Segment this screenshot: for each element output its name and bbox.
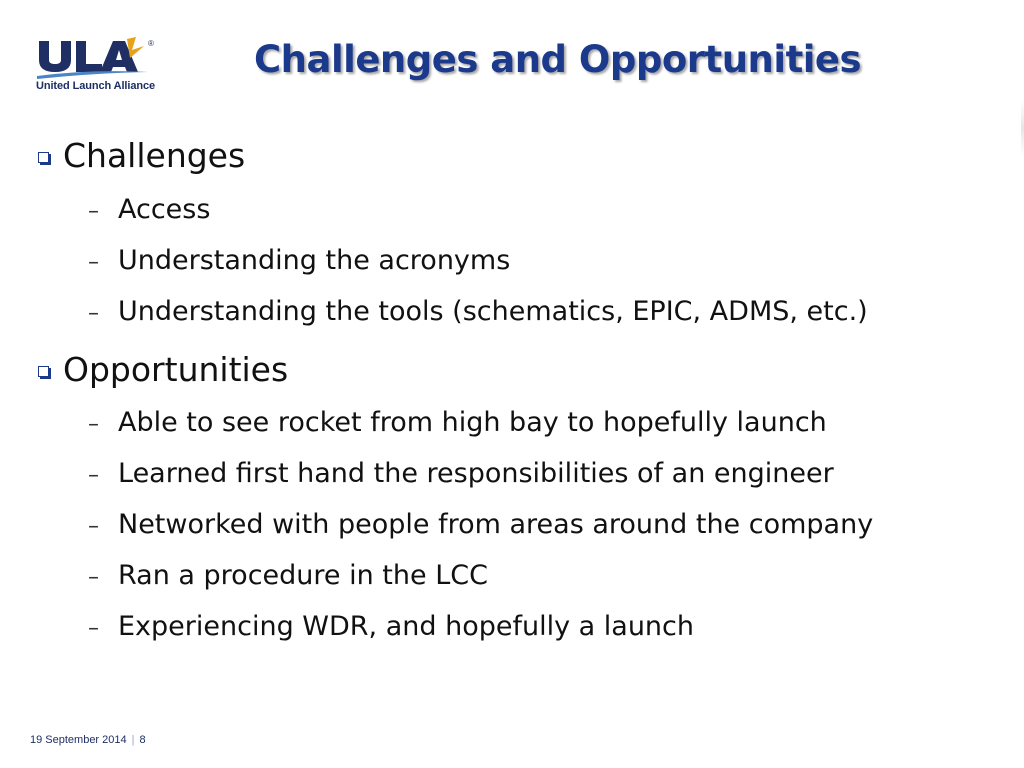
hollow-square-bullet-icon (38, 152, 49, 163)
list-item-text: Learned first hand the responsibilities of an engineer (118, 458, 834, 489)
list-item (88, 560, 488, 591)
dash-bullet-icon: – (88, 616, 99, 641)
slide-footer (30, 734, 146, 746)
ula-logo (36, 36, 162, 94)
registered-mark: ® (148, 39, 154, 48)
list-item-text: Able to see rocket from high bay to hopefully launch (118, 407, 827, 438)
list-item (88, 611, 694, 642)
ula-logo-mark (36, 36, 162, 80)
dash-bullet-icon: – (88, 199, 99, 224)
list-item-text: Understanding the acronyms (118, 245, 511, 276)
dash-bullet-icon: – (88, 301, 99, 326)
section-heading: Challenges (63, 136, 246, 175)
dash-bullet-icon: – (88, 463, 99, 488)
list-item (88, 296, 868, 327)
footer-separator: | (131, 734, 135, 746)
section-heading: Opportunities (63, 350, 289, 389)
list-item (88, 407, 827, 438)
list-item-text: Networked with people from areas around the company (118, 509, 874, 540)
page-number: 8 (139, 734, 146, 746)
logo-subtitle: United Launch Alliance (36, 80, 156, 92)
dash-bullet-icon: – (88, 565, 99, 590)
list-item (88, 194, 210, 225)
section-opportunities (38, 350, 288, 389)
dash-bullet-icon: – (88, 514, 99, 539)
footer-date: 19 September 2014 (30, 734, 127, 746)
list-item (88, 245, 510, 276)
hollow-square-bullet-icon (38, 366, 49, 377)
list-item (88, 458, 834, 489)
list-item-text: Understanding the tools (schematics, EPIC, ADMS, etc.) (118, 296, 868, 327)
dash-bullet-icon: – (88, 250, 99, 275)
list-item-text: Access (118, 194, 211, 225)
slide-title: Challenges and Opportunities (254, 38, 862, 81)
list-item (88, 509, 873, 540)
list-item-text: Ran a procedure in the LCC (118, 560, 488, 591)
section-challenges (38, 136, 245, 175)
dash-bullet-icon: – (88, 412, 99, 437)
list-item-text: Experiencing WDR, and hopefully a launch (118, 611, 695, 642)
